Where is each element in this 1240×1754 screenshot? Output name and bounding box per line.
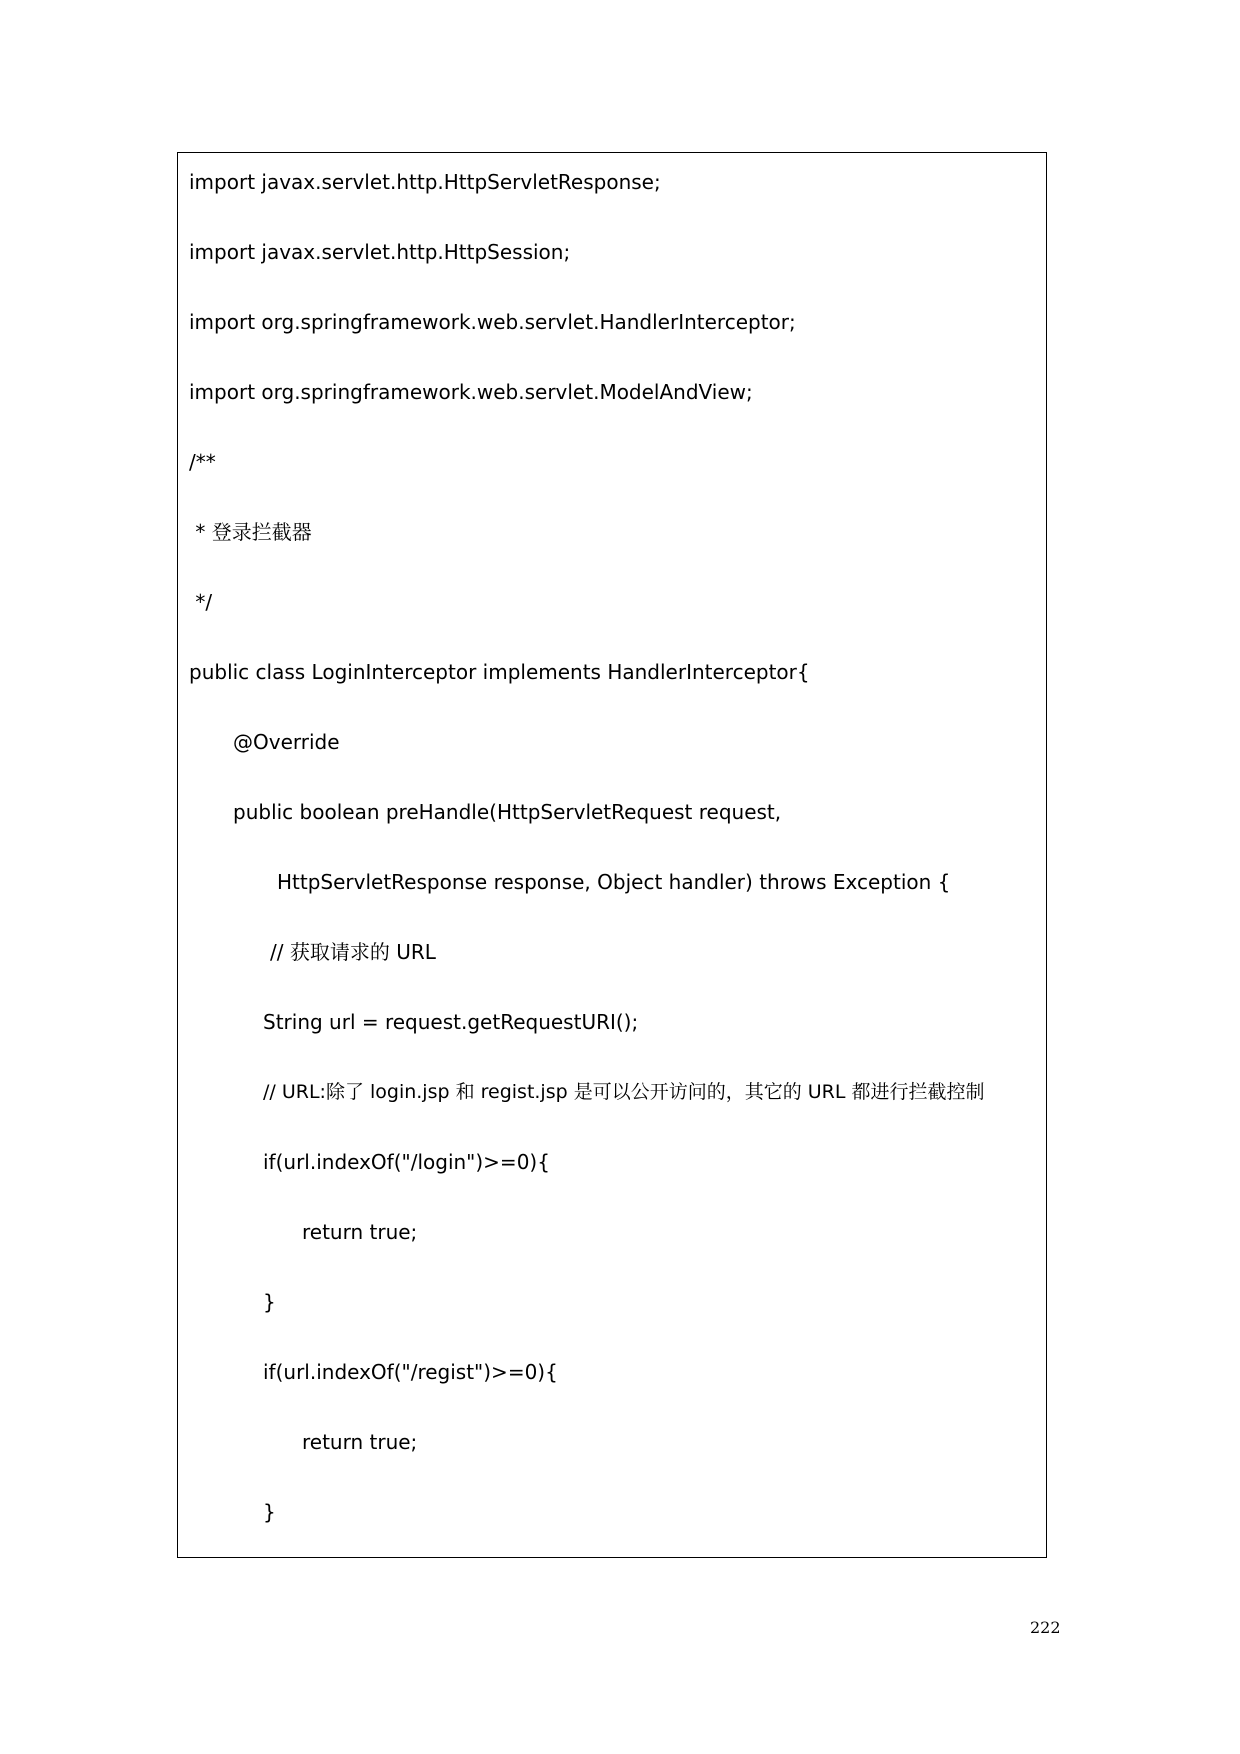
code-line-7: */	[189, 590, 213, 614]
code-line-1: import javax.servlet.http.HttpServletResponse;	[189, 170, 661, 194]
code-line-8: public class LoginInterceptor implements HandlerInterceptor{	[189, 660, 810, 684]
code-line-12: // 获取请求的 URL	[270, 940, 436, 964]
code-line-4: import org.springframework.web.servlet.ModelAndView;	[189, 380, 753, 404]
code-line-9: @Override	[233, 730, 340, 754]
code-line-15: if(url.indexOf("/login")>=0){	[263, 1150, 550, 1174]
code-line-18: if(url.indexOf("/regist")>=0){	[263, 1360, 558, 1384]
code-line-17: }	[263, 1290, 276, 1314]
code-line-13: String url = request.getRequestURI();	[263, 1010, 639, 1034]
code-line-19: return true;	[302, 1430, 418, 1454]
code-line-5: /**	[189, 450, 216, 474]
code-line-16: return true;	[302, 1220, 418, 1244]
code-line-3: import org.springframework.web.servlet.HandlerInterceptor;	[189, 310, 796, 334]
code-line-11: HttpServletResponse response, Object handler) throws Exception {	[277, 870, 951, 894]
code-line-10: public boolean preHandle(HttpServletRequest request,	[233, 800, 782, 824]
code-line-6: * 登录拦截器	[189, 520, 312, 544]
code-line-2: import javax.servlet.http.HttpSession;	[189, 240, 571, 264]
page-number: 222	[1030, 1618, 1061, 1637]
code-line-20: }	[263, 1500, 276, 1524]
code-listing-box	[177, 152, 1047, 1558]
code-line-14: // URL:除了 login.jsp 和 regist.jsp 是可以公开访问的，其它的 URL 都进行拦截控制	[263, 1081, 985, 1103]
